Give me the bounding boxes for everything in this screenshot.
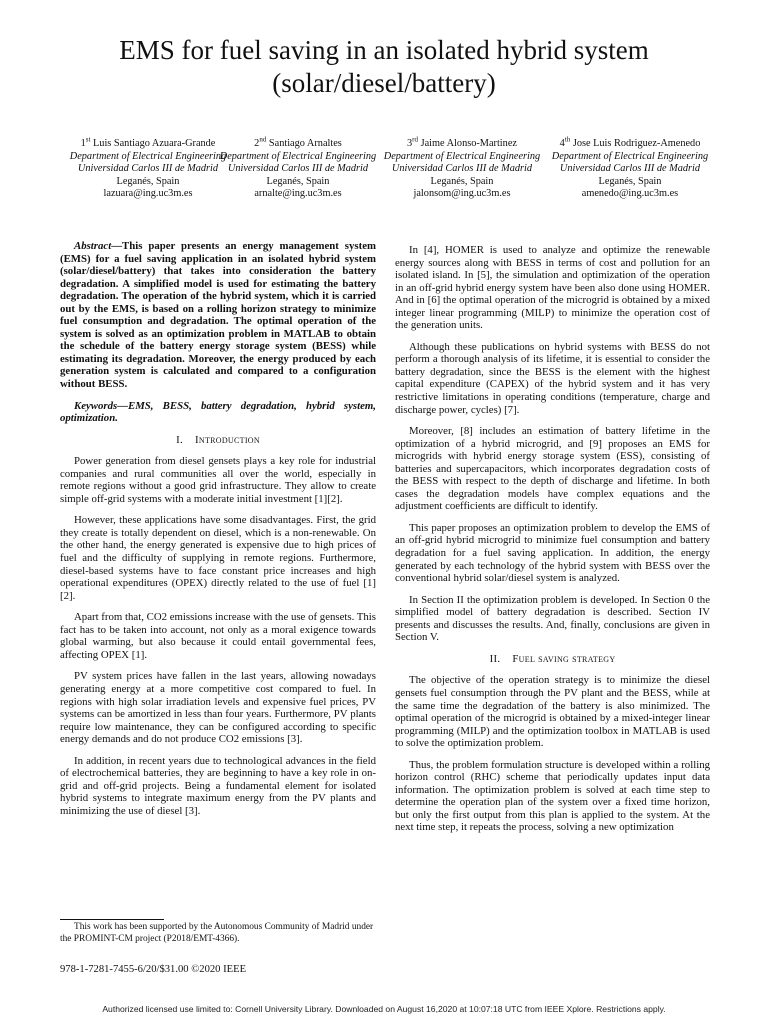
section-heading-fuel-saving [395,653,710,666]
author-name: Jaime Alonso-Martinez [420,138,517,149]
author-city: Leganés, Spain [266,175,330,187]
section-title: Introduction [194,433,260,446]
keywords-text: —EMS, BESS, battery degradation, hybrid system, optimization. [60,399,376,425]
section-title: Fuel saving strategy [512,652,616,665]
author-university: Universidad Carlos III de Madrid [227,163,369,175]
author-ordinal-suffix: rd [412,135,419,144]
section-heading-introduction [60,434,376,447]
author-university: Universidad Carlos III de Madrid [559,163,701,175]
author-ordinal: 1 [80,138,86,149]
author-city: Leganés, Spain [116,175,180,187]
author-email: jalonsom@ing.uc3m.es [413,188,511,200]
author-university: Universidad Carlos III de Madrid [391,163,533,175]
author-city: Leganés, Spain [598,175,662,187]
body-paragraph: Power generation from diesel gensets plays a key role for industrial companies and rural communities all over the world, especially in remote regions without a good grid infrastructure. They allow to create simple off-grid systems with a moderate initial investment [1][2]. [60,455,376,505]
author-university: Universidad Carlos III de Madrid [77,163,219,175]
left-column [60,240,376,826]
author-block-4 [540,135,720,201]
author-city: Leganés, Spain [430,175,494,187]
author-ordinal-suffix: nd [259,135,267,144]
author-department: Department of Electrical Engineering [383,150,541,162]
right-column [395,244,710,843]
body-paragraph: Thus, the problem formulation structure is developed within a rolling horizon control (RHC) scheme that periodically updates input data information. The optimization problem is solved at each time step to determine the operation plan of the system over a fixed time horizon, but only the first output from this plan is applied to the system. At the next time step, it repeats the process, solving a new optimization [395,758,710,834]
body-paragraph: The objective of the operation strategy is to minimize the diesel gensets fuel consumption through the PV plant and the BESS, while at the same time the degradation of the battery is also minimized. The optimal operation of the microgrid is obtained by a mixed-integer linear programming (MILP) and the optimization toolbox in MATLAB is used to solve the optimization problem. [395,674,710,750]
author-department: Department of Electrical Engineering [69,150,227,162]
abstract-text: —This paper presents an energy management system (EMS) for a fuel saving application in an isolated hybrid system (solar/diesel/battery) that takes into consideration the battery degradation. A simplified model is used for estimating the battery degradation. The operation of the hybrid system, which it is carried out by the EMS, is based on a rolling horizon strategy to minimize fuel consumption and degradation. The optimal operation of the system is solved as an optimization problem in MATLAB to obtain the schedule of the battery energy storage system (BESS) while estimating its degradation. Moreover, the energy produced by each generation system is calculated and compared to a configuration without BESS. [60,240,376,391]
keywords-lead: Keywords [74,399,118,412]
section-number: I. [176,433,183,446]
footnote-rule [60,919,164,920]
body-paragraph: In addition, in recent years due to technological advances in the field of electrochemical batteries, they are beginning to have a key role in on-grid and off-grid projects. Being a fundamental element for isolated hybrid systems to integrate maximum energy from the PV plants and minimizing the use of diesel [3]. [60,754,376,817]
author-email: lazuara@ing.uc3m.es [103,188,193,200]
body-paragraph: Although these publications on hybrid systems with BESS do not perform a thorough analysis of its lifetime, it is essential to consider the battery degradation, since the BESS is the element with the highest capital expenditure (CAPEX) of the hybrid system and it has very restrictive limitations in operating conditions (temperature, charge and discharge power, cycles) [7]. [395,340,710,416]
author-ordinal: 4 [559,138,565,149]
author-name: Santiago Arnaltes [268,138,342,149]
author-email: amenedo@ing.uc3m.es [581,188,679,200]
body-paragraph: This paper proposes an optimization problem to develop the EMS of an off-grid hybrid microgrid to minimize fuel consumption and battery degradation for a fuel saving application. In addition, the energy generated by each technology of the hybrid system with BESS over the conventional hybrid solar/diesel system is analyzed. [395,521,710,585]
copyright-line: 978-1-7281-7455-6/20/$31.00 ©2020 IEEE [60,964,247,975]
author-ordinal-suffix: th [564,135,571,144]
body-paragraph: In Section II the optimization problem is developed. In Section 0 the simplified model of battery degradation is described. Section IV presents and discusses the results. And, finally, conclusions are given in Section V. [395,593,710,644]
footnote: This work has been supported by the Autonomous Community of Madrid under the PROMINT-CM project (P2018/EMT-4366). [60,922,374,944]
author-name: Jose Luis Rodriguez-Amenedo [572,138,701,149]
keywords [60,400,376,425]
section-number: II. [489,652,501,665]
body-paragraph: PV system prices have fallen in the last years, allowing nowadays generating energy at a more competitive cost compared to fuel. In regions with high solar irradiation levels and expensive fuel prices, PV systems can be amortized in less than four years. Furthermore, PV plants require low maintenance, they can be configured according to specific energy demands and do not produce CO2 emissions [3]. [60,670,376,746]
author-department: Department of Electrical Engineering [551,150,709,162]
author-name: Luis Santiago Azuara-Grande [93,138,216,149]
paper-title: EMS for fuel saving in an isolated hybrid system (solar/diesel/battery) [119,35,649,98]
license-notice: Authorized licensed use limited to: Cornell University Library. Downloaded on August 16,2020 at 10:07:18 UTC from IEEE Xplore. Restrictions apply. [102,1004,666,1014]
author-department: Department of Electrical Engineering [219,150,377,162]
abstract [60,240,376,391]
author-ordinal: 3 [407,138,413,149]
body-paragraph: However, these applications have some disadvantages. First, the grid they create is totally dependent on diesel, which is a non-renewable. On the other hand, the energy generated is expensive due to high prices of fuel and the difficulty of supplying in remote regions. Furthermore, diesel-based systems have to face constant price increases and high operational expenditures (OPEX) directly related to the use of fuel [1][2]. [60,514,376,602]
author-block-2 [208,135,388,201]
body-paragraph: In [4], HOMER is used to analyze and optimize the renewable energy sources along with BESS in terms of cost and pollution for an isolated island. In [5], the simulation and optimization of the operation in an off-grid hybrid energy system have been also done using HOMER. And in [6] the optimal operation of the microgrid is obtained by a mixed integer linear programming (MILP) to minimize the operation cost of the generation units. [395,244,710,332]
abstract-lead: Abstract [74,240,112,252]
body-paragraph: Apart from that, CO2 emissions increase with the use of gensets. This fact has to be taken into account, not only as a moral exigence towards global warming, but also because it could entail governmental fees, affecting OPEX [1]. [60,611,376,661]
author-email: arnalte@ing.uc3m.es [254,188,342,200]
body-paragraph: Moreover, [8] includes an estimation of battery lifetime in the optimization of a hybrid microgrid, and [9] proposes an EMS for microgrids with hybrid energy storage system (ESS), consisting of batteries and supercapacitors, which incorporates degradation costs of the BESS with respect to the depth of discharge and lifetime. In both cases the degradation models have complex equations and the adjustment coefficients are difficult to identify. [395,425,710,513]
author-block-3 [372,135,552,201]
author-ordinal: 2 [254,138,260,149]
author-ordinal-suffix: st [85,135,91,144]
